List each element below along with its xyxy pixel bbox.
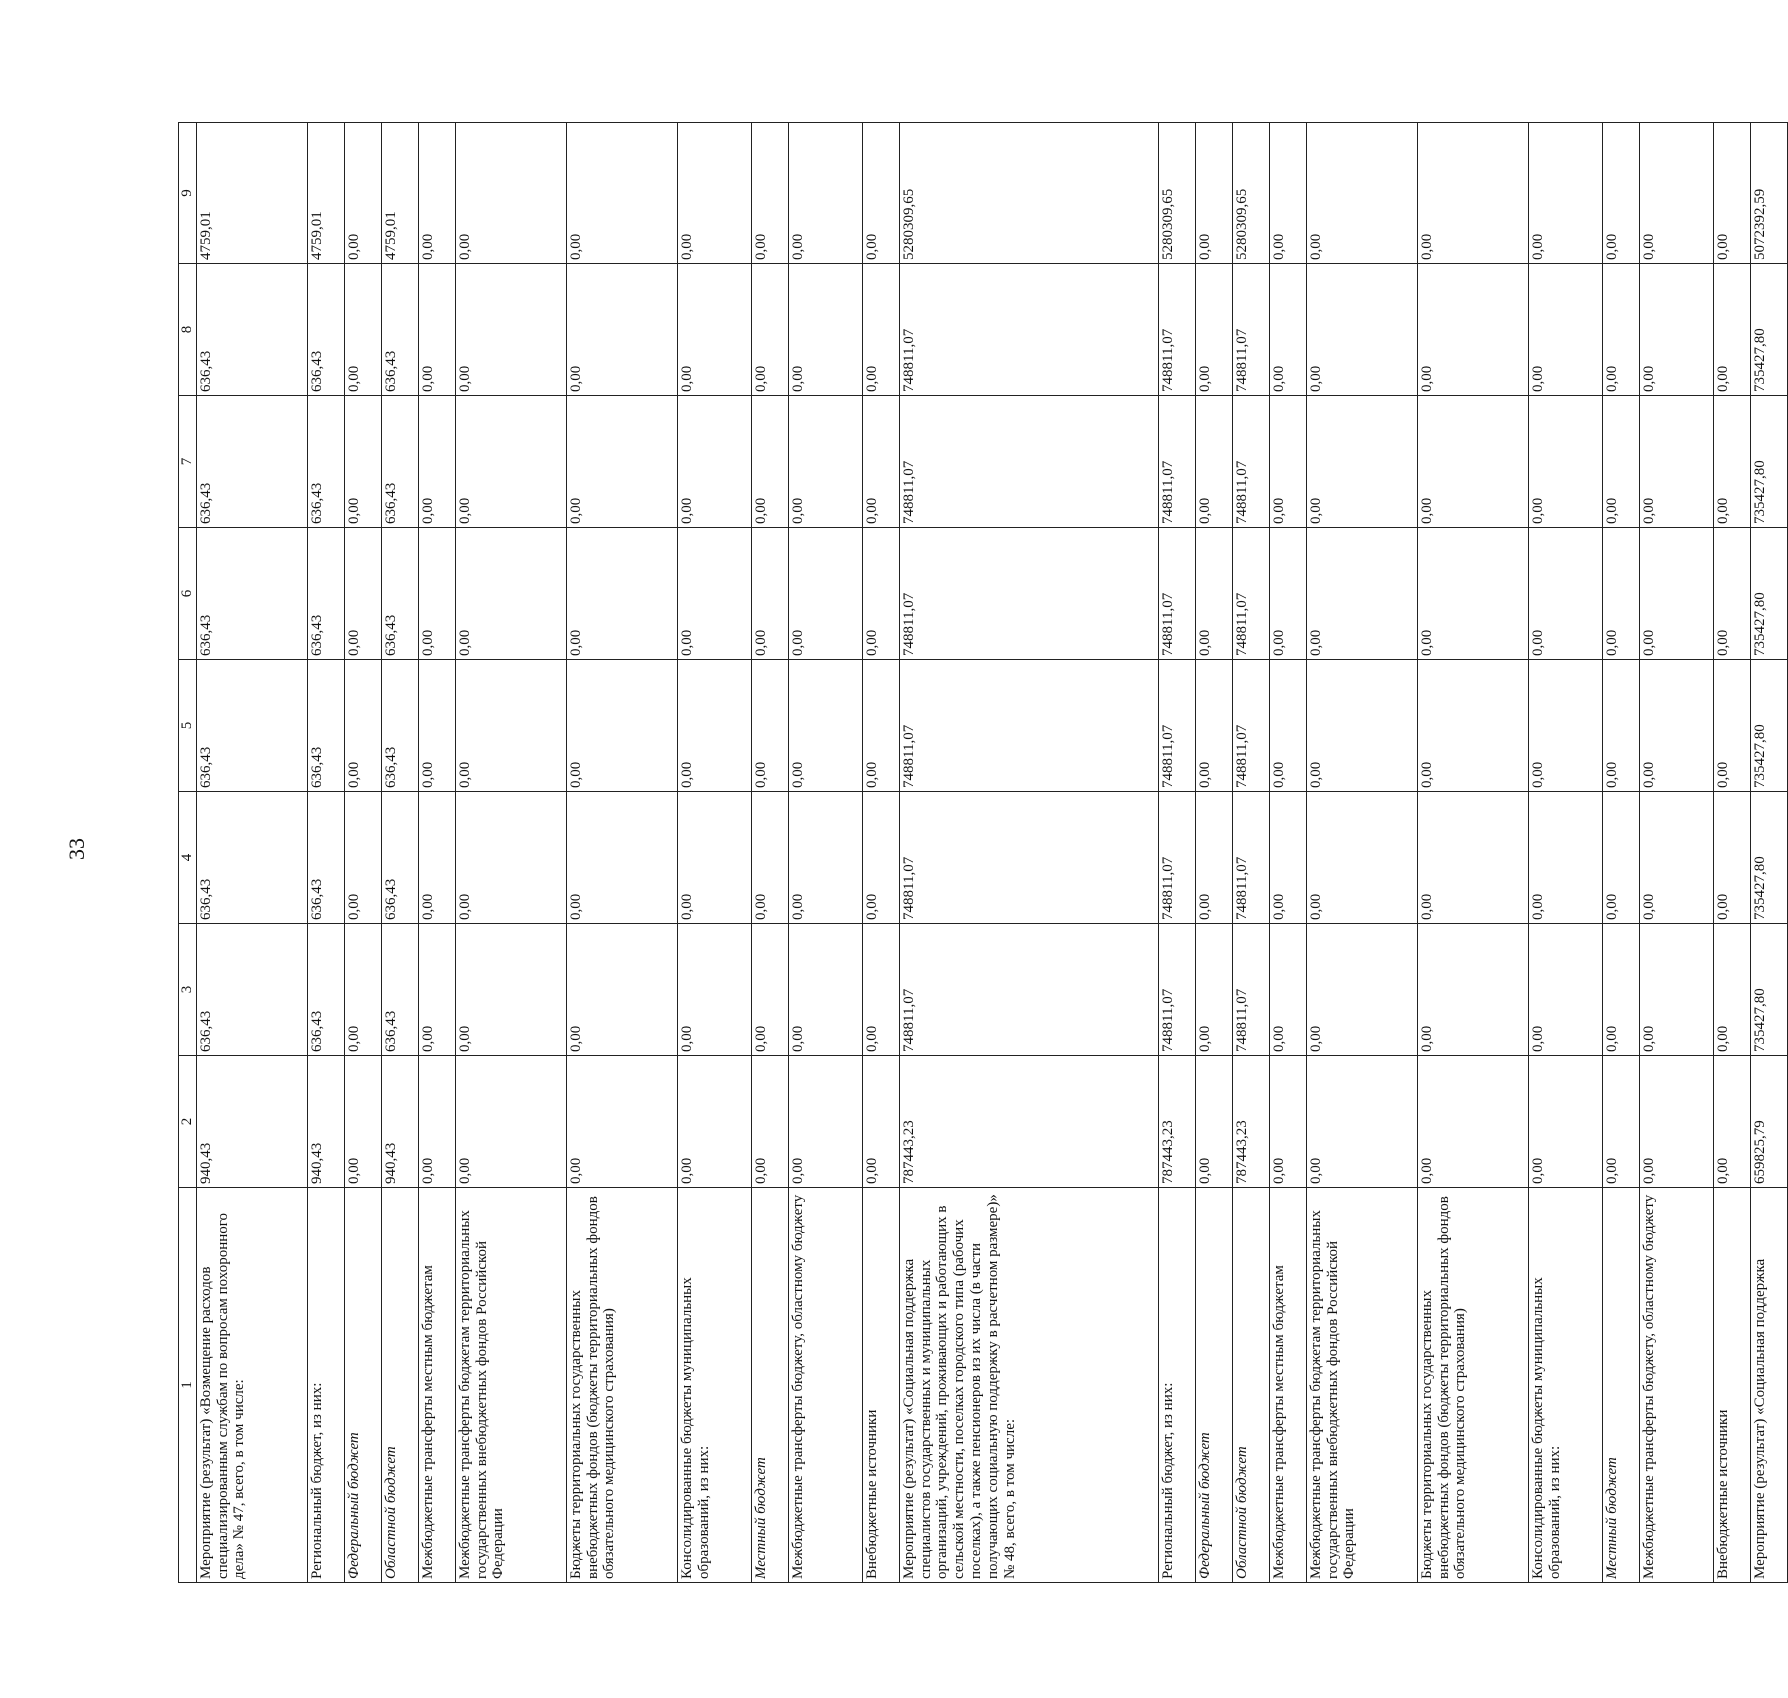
value-cell-col-3: 0,00 — [1306, 924, 1417, 1056]
value-cell-col-2: 0,00 — [1602, 1056, 1639, 1188]
value-cell-col-4: 0,00 — [1306, 792, 1417, 924]
value-cell-col-4: 748811,07 — [1158, 792, 1195, 924]
value-cell-col-4: 0,00 — [862, 792, 899, 924]
table-row — [751, 123, 788, 1583]
value-cell-col-8: 735427,80 — [1750, 264, 1787, 396]
value-cell-col-9: 0,00 — [1195, 123, 1232, 264]
value-cell-col-3: 0,00 — [1602, 924, 1639, 1056]
row-label: Консолидированные бюджеты муниципальных образований, из них: — [1528, 1188, 1602, 1583]
value-cell-col-8: 0,00 — [418, 264, 455, 396]
value-cell-col-8: 0,00 — [862, 264, 899, 396]
value-cell-col-4: 0,00 — [566, 792, 677, 924]
row-label: Местный бюджет — [1602, 1188, 1639, 1583]
value-cell-col-9: 4759,01 — [307, 123, 344, 264]
table-row — [1417, 123, 1528, 1583]
table-row — [455, 123, 566, 1583]
value-cell-col-5: 0,00 — [751, 660, 788, 792]
value-cell-col-2: 0,00 — [788, 1056, 862, 1188]
value-cell-col-5: 0,00 — [1602, 660, 1639, 792]
value-cell-col-8: 0,00 — [1713, 264, 1750, 396]
value-cell-col-5: 0,00 — [1417, 660, 1528, 792]
value-cell-col-6: 0,00 — [751, 528, 788, 660]
value-cell-col-7: 748811,07 — [1232, 396, 1269, 528]
value-cell-col-6: 0,00 — [1639, 528, 1713, 660]
value-cell-col-6: 636,43 — [196, 528, 307, 660]
value-cell-col-9: 0,00 — [677, 123, 751, 264]
value-cell-col-5: 0,00 — [1713, 660, 1750, 792]
value-cell-col-6: 0,00 — [788, 528, 862, 660]
value-cell-col-3: 0,00 — [455, 924, 566, 1056]
value-cell-col-2: 0,00 — [862, 1056, 899, 1188]
row-label: Федеральный бюджет — [344, 1188, 381, 1583]
table-row — [1306, 123, 1417, 1583]
value-cell-col-5: 0,00 — [1639, 660, 1713, 792]
row-label: Областной бюджет — [381, 1188, 418, 1583]
value-cell-col-8: 0,00 — [455, 264, 566, 396]
row-label: Региональный бюджет, из них: — [307, 1188, 344, 1583]
value-cell-col-7: 0,00 — [1417, 396, 1528, 528]
value-cell-col-5: 0,00 — [862, 660, 899, 792]
value-cell-col-3: 735427,80 — [1750, 924, 1787, 1056]
row-label: Межбюджетные трансферты местным бюджетам — [1269, 1188, 1306, 1583]
value-cell-col-2: 659825,79 — [1750, 1056, 1787, 1188]
value-cell-col-3: 636,43 — [196, 924, 307, 1056]
value-cell-col-9: 0,00 — [862, 123, 899, 264]
value-cell-col-3: 0,00 — [566, 924, 677, 1056]
value-cell-col-2: 0,00 — [751, 1056, 788, 1188]
value-cell-col-2: 0,00 — [1713, 1056, 1750, 1188]
value-cell-col-9: 4759,01 — [196, 123, 307, 264]
value-cell-col-9: 0,00 — [1528, 123, 1602, 264]
value-cell-col-8: 0,00 — [1195, 264, 1232, 396]
table-row — [1639, 123, 1713, 1583]
value-cell-col-2: 0,00 — [1195, 1056, 1232, 1188]
column-header-9: 9 — [179, 123, 197, 264]
value-cell-col-5: 0,00 — [418, 660, 455, 792]
column-header-3: 3 — [179, 924, 197, 1056]
value-cell-col-5: 636,43 — [196, 660, 307, 792]
value-cell-col-3: 748811,07 — [1232, 924, 1269, 1056]
value-cell-col-6: 0,00 — [1195, 528, 1232, 660]
value-cell-col-4: 0,00 — [1639, 792, 1713, 924]
value-cell-col-5: 0,00 — [788, 660, 862, 792]
value-cell-col-2: 940,43 — [196, 1056, 307, 1188]
table-row — [1528, 123, 1602, 1583]
value-cell-col-9: 0,00 — [751, 123, 788, 264]
value-cell-col-9: 0,00 — [1306, 123, 1417, 264]
budget-table — [178, 122, 1788, 1583]
value-cell-col-4: 636,43 — [307, 792, 344, 924]
value-cell-col-3: 0,00 — [344, 924, 381, 1056]
table-row — [307, 123, 344, 1583]
value-cell-col-4: 0,00 — [418, 792, 455, 924]
value-cell-col-9: 0,00 — [455, 123, 566, 264]
value-cell-col-2: 787443,23 — [899, 1056, 1158, 1188]
value-cell-col-5: 636,43 — [381, 660, 418, 792]
value-cell-col-5: 636,43 — [307, 660, 344, 792]
value-cell-col-6: 735427,80 — [1750, 528, 1787, 660]
row-label: Консолидированные бюджеты муниципальных образований, из них: — [677, 1188, 751, 1583]
table-row — [788, 123, 862, 1583]
value-cell-col-8: 0,00 — [1306, 264, 1417, 396]
table-row — [566, 123, 677, 1583]
row-label: Бюджеты территориальных государственных внебюджетных фондов (бюджеты территориальных фондов обязательного медицинского страхования) — [1417, 1188, 1528, 1583]
row-label: Региональный бюджет, из них: — [1158, 1188, 1195, 1583]
table-row — [418, 123, 455, 1583]
value-cell-col-4: 636,43 — [196, 792, 307, 924]
value-cell-col-7: 735427,80 — [1750, 396, 1787, 528]
value-cell-col-7: 0,00 — [566, 396, 677, 528]
value-cell-col-9: 5280309,65 — [899, 123, 1158, 264]
page-number: 33 — [64, 838, 89, 860]
value-cell-col-7: 748811,07 — [899, 396, 1158, 528]
value-cell-col-7: 0,00 — [862, 396, 899, 528]
table-row — [1750, 123, 1787, 1583]
value-cell-col-7: 636,43 — [307, 396, 344, 528]
value-cell-col-2: 787443,23 — [1232, 1056, 1269, 1188]
value-cell-col-5: 0,00 — [344, 660, 381, 792]
column-header-6: 6 — [179, 528, 197, 660]
value-cell-col-6: 0,00 — [1269, 528, 1306, 660]
value-cell-col-9: 0,00 — [1713, 123, 1750, 264]
value-cell-col-7: 636,43 — [196, 396, 307, 528]
value-cell-col-3: 0,00 — [751, 924, 788, 1056]
value-cell-col-7: 0,00 — [677, 396, 751, 528]
value-cell-col-7: 0,00 — [418, 396, 455, 528]
value-cell-col-5: 748811,07 — [1232, 660, 1269, 792]
value-cell-col-3: 0,00 — [1528, 924, 1602, 1056]
value-cell-col-3: 636,43 — [307, 924, 344, 1056]
value-cell-col-6: 0,00 — [1713, 528, 1750, 660]
value-cell-col-3: 636,43 — [381, 924, 418, 1056]
value-cell-col-8: 0,00 — [566, 264, 677, 396]
value-cell-col-6: 748811,07 — [899, 528, 1158, 660]
table-row — [1232, 123, 1269, 1583]
value-cell-col-7: 0,00 — [344, 396, 381, 528]
value-cell-col-8: 0,00 — [1528, 264, 1602, 396]
value-cell-col-8: 0,00 — [677, 264, 751, 396]
row-label: Бюджеты территориальных государственных внебюджетных фондов (бюджеты территориальных фондов обязательного медицинского страхования) — [566, 1188, 677, 1583]
value-cell-col-3: 0,00 — [1269, 924, 1306, 1056]
table-row — [1713, 123, 1750, 1583]
value-cell-col-5: 0,00 — [566, 660, 677, 792]
value-cell-col-3: 748811,07 — [1158, 924, 1195, 1056]
value-cell-col-2: 0,00 — [418, 1056, 455, 1188]
table-row — [1602, 123, 1639, 1583]
table-row — [899, 123, 1158, 1583]
value-cell-col-4: 0,00 — [455, 792, 566, 924]
value-cell-col-4: 0,00 — [1713, 792, 1750, 924]
row-label: Федеральный бюджет — [1195, 1188, 1232, 1583]
row-label: Местный бюджет — [751, 1188, 788, 1583]
column-header-1: 1 — [179, 1188, 197, 1583]
value-cell-col-5: 0,00 — [1528, 660, 1602, 792]
value-cell-col-4: 0,00 — [1528, 792, 1602, 924]
value-cell-col-9: 0,00 — [1602, 123, 1639, 264]
value-cell-col-5: 735427,80 — [1750, 660, 1787, 792]
row-label: Областной бюджет — [1232, 1188, 1269, 1583]
table-row — [196, 123, 307, 1583]
value-cell-col-7: 0,00 — [788, 396, 862, 528]
value-cell-col-9: 0,00 — [788, 123, 862, 264]
value-cell-col-6: 0,00 — [862, 528, 899, 660]
value-cell-col-8: 0,00 — [1639, 264, 1713, 396]
value-cell-col-8: 0,00 — [1602, 264, 1639, 396]
value-cell-col-6: 0,00 — [1528, 528, 1602, 660]
value-cell-col-3: 0,00 — [862, 924, 899, 1056]
value-cell-col-4: 748811,07 — [1232, 792, 1269, 924]
value-cell-col-8: 748811,07 — [1158, 264, 1195, 396]
value-cell-col-6: 636,43 — [307, 528, 344, 660]
value-cell-col-4: 0,00 — [751, 792, 788, 924]
value-cell-col-3: 0,00 — [1713, 924, 1750, 1056]
value-cell-col-7: 0,00 — [1602, 396, 1639, 528]
value-cell-col-5: 0,00 — [1269, 660, 1306, 792]
value-cell-col-8: 636,43 — [307, 264, 344, 396]
value-cell-col-9: 5072392,59 — [1750, 123, 1787, 264]
column-header-5: 5 — [179, 660, 197, 792]
value-cell-col-2: 787443,23 — [1158, 1056, 1195, 1188]
header-row — [179, 123, 197, 1583]
value-cell-col-3: 0,00 — [677, 924, 751, 1056]
value-cell-col-7: 0,00 — [751, 396, 788, 528]
value-cell-col-9: 0,00 — [1269, 123, 1306, 264]
value-cell-col-9: 4759,01 — [381, 123, 418, 264]
value-cell-col-4: 0,00 — [344, 792, 381, 924]
value-cell-col-7: 0,00 — [1306, 396, 1417, 528]
value-cell-col-8: 748811,07 — [1232, 264, 1269, 396]
value-cell-col-9: 5280309,65 — [1158, 123, 1195, 264]
value-cell-col-5: 748811,07 — [1158, 660, 1195, 792]
value-cell-col-8: 0,00 — [1269, 264, 1306, 396]
value-cell-col-7: 0,00 — [1528, 396, 1602, 528]
row-label: Мероприятие (результат) «Социальная поддержка специалистов государственных и муниципальных организаций, учреждений, проживающих и работающих в сельской местности, поселках городского типа (рабочих поселках), а также пенсионеров из их числа (в части получающих социальную поддержку в расчетном размере)» № 48, всего, в том числе: — [899, 1188, 1158, 1583]
value-cell-col-3: 0,00 — [1195, 924, 1232, 1056]
value-cell-col-6: 0,00 — [455, 528, 566, 660]
value-cell-col-6: 0,00 — [677, 528, 751, 660]
value-cell-col-9: 5280309,65 — [1232, 123, 1269, 264]
value-cell-col-8: 748811,07 — [899, 264, 1158, 396]
row-label: Межбюджетные трансферты бюджетам территориальных государственных внебюджетных фондов Российской Федерации — [455, 1188, 566, 1583]
value-cell-col-6: 0,00 — [566, 528, 677, 660]
value-cell-col-9: 0,00 — [418, 123, 455, 264]
value-cell-col-7: 748811,07 — [1158, 396, 1195, 528]
value-cell-col-3: 0,00 — [788, 924, 862, 1056]
value-cell-col-4: 0,00 — [1417, 792, 1528, 924]
table-row — [344, 123, 381, 1583]
value-cell-col-2: 0,00 — [1269, 1056, 1306, 1188]
value-cell-col-4: 748811,07 — [899, 792, 1158, 924]
value-cell-col-2: 940,43 — [381, 1056, 418, 1188]
value-cell-col-5: 0,00 — [677, 660, 751, 792]
value-cell-col-2: 0,00 — [1639, 1056, 1713, 1188]
value-cell-col-2: 0,00 — [344, 1056, 381, 1188]
row-label: Мероприятие (результат) «Возмещение расходов специализированным службам по вопросам похоронного дела» № 47, всего, в том числе: — [196, 1188, 307, 1583]
value-cell-col-9: 0,00 — [1639, 123, 1713, 264]
value-cell-col-2: 0,00 — [1306, 1056, 1417, 1188]
value-cell-col-4: 0,00 — [788, 792, 862, 924]
value-cell-col-2: 0,00 — [566, 1056, 677, 1188]
value-cell-col-9: 0,00 — [566, 123, 677, 264]
value-cell-col-4: 0,00 — [1195, 792, 1232, 924]
value-cell-col-5: 0,00 — [1306, 660, 1417, 792]
table-row — [381, 123, 418, 1583]
value-cell-col-3: 748811,07 — [899, 924, 1158, 1056]
value-cell-col-6: 748811,07 — [1232, 528, 1269, 660]
value-cell-col-6: 0,00 — [418, 528, 455, 660]
value-cell-col-6: 0,00 — [1602, 528, 1639, 660]
value-cell-col-8: 636,43 — [381, 264, 418, 396]
table-row — [1269, 123, 1306, 1583]
rotated-table-container — [178, 123, 1768, 1583]
value-cell-col-6: 0,00 — [1306, 528, 1417, 660]
column-header-2: 2 — [179, 1056, 197, 1188]
value-cell-col-8: 0,00 — [751, 264, 788, 396]
value-cell-col-6: 0,00 — [1417, 528, 1528, 660]
value-cell-col-8: 0,00 — [1417, 264, 1528, 396]
value-cell-col-3: 0,00 — [418, 924, 455, 1056]
value-cell-col-5: 748811,07 — [899, 660, 1158, 792]
column-header-8: 8 — [179, 264, 197, 396]
value-cell-col-4: 0,00 — [1269, 792, 1306, 924]
row-label: Межбюджетные трансферты местным бюджетам — [418, 1188, 455, 1583]
value-cell-col-4: 636,43 — [381, 792, 418, 924]
value-cell-col-8: 636,43 — [196, 264, 307, 396]
value-cell-col-7: 636,43 — [381, 396, 418, 528]
value-cell-col-5: 0,00 — [1195, 660, 1232, 792]
column-header-7: 7 — [179, 396, 197, 528]
row-label: Межбюджетные трансферты бюджету, областному бюджету — [788, 1188, 862, 1583]
table-row — [1158, 123, 1195, 1583]
value-cell-col-2: 0,00 — [677, 1056, 751, 1188]
value-cell-col-4: 735427,80 — [1750, 792, 1787, 924]
value-cell-col-2: 0,00 — [455, 1056, 566, 1188]
row-label: Мероприятие (результат) «Социальная поддержка — [1750, 1188, 1787, 1583]
value-cell-col-5: 0,00 — [455, 660, 566, 792]
value-cell-col-6: 748811,07 — [1158, 528, 1195, 660]
value-cell-col-7: 0,00 — [1639, 396, 1713, 528]
value-cell-col-3: 0,00 — [1417, 924, 1528, 1056]
value-cell-col-3: 0,00 — [1639, 924, 1713, 1056]
value-cell-col-7: 0,00 — [1713, 396, 1750, 528]
value-cell-col-4: 0,00 — [1602, 792, 1639, 924]
value-cell-col-7: 0,00 — [455, 396, 566, 528]
value-cell-col-9: 0,00 — [1417, 123, 1528, 264]
row-label: Внебюджетные источники — [862, 1188, 899, 1583]
column-header-4: 4 — [179, 792, 197, 924]
row-label: Межбюджетные трансферты бюджетам территориальных государственных внебюджетных фондов Российской Федерации — [1306, 1188, 1417, 1583]
table-row — [677, 123, 751, 1583]
value-cell-col-7: 0,00 — [1195, 396, 1232, 528]
value-cell-col-8: 0,00 — [344, 264, 381, 396]
table-row — [1195, 123, 1232, 1583]
table-row — [862, 123, 899, 1583]
value-cell-col-2: 940,43 — [307, 1056, 344, 1188]
row-label: Внебюджетные источники — [1713, 1188, 1750, 1583]
row-label: Межбюджетные трансферты бюджету, областному бюджету — [1639, 1188, 1713, 1583]
value-cell-col-6: 0,00 — [344, 528, 381, 660]
value-cell-col-6: 636,43 — [381, 528, 418, 660]
value-cell-col-2: 0,00 — [1417, 1056, 1528, 1188]
value-cell-col-8: 0,00 — [788, 264, 862, 396]
value-cell-col-2: 0,00 — [1528, 1056, 1602, 1188]
value-cell-col-4: 0,00 — [677, 792, 751, 924]
value-cell-col-7: 0,00 — [1269, 396, 1306, 528]
value-cell-col-9: 0,00 — [344, 123, 381, 264]
